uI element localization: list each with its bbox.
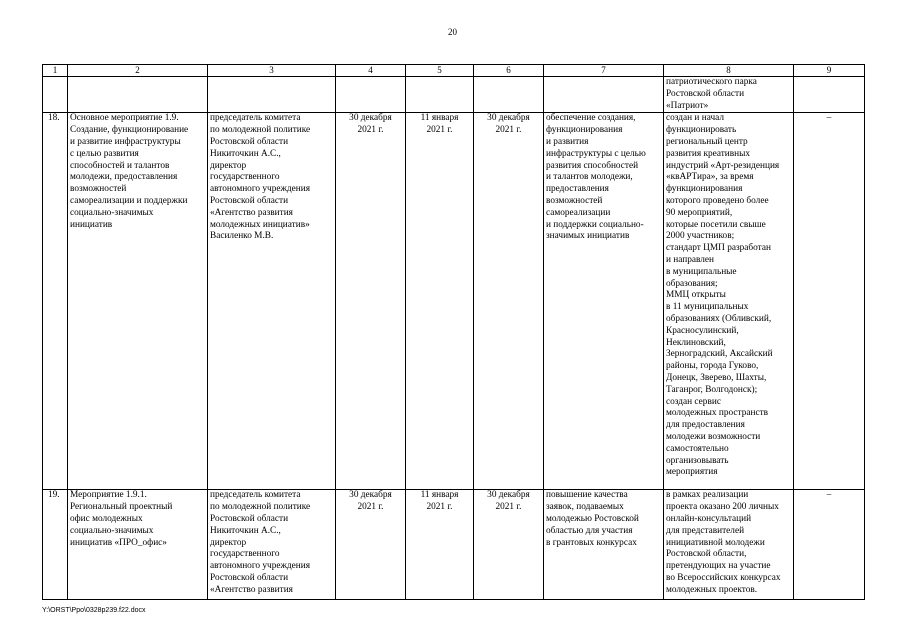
column-number: 4 xyxy=(336,65,406,77)
column-number: 9 xyxy=(794,65,865,77)
plan-end-date: 30 декабря 2021 г. xyxy=(336,113,406,490)
event-name: Основное мероприятие 1.9. Создание, функционирование и развитие инфраструктуры с целью развития способностей и талантов молодежи, предоставления возможностей самореализации и поддержки социально-значимых инициатив xyxy=(68,113,208,490)
fact-start-date: 11 января 2021 г. xyxy=(406,113,474,490)
continuation-row xyxy=(43,77,865,113)
column-number: 7 xyxy=(544,65,664,77)
planned-result: повышение качества заявок, подаваемых молодежью Ростовской областью для участия в грантовых конкурсах xyxy=(544,490,664,600)
responsible-person: председатель комитета по молодежной политике Ростовской области Никиточкин А.С., директор государственного автономного учреждения Ростовской области «Агентство развития молодежных инициатив» Василенко М.В. xyxy=(208,113,336,490)
row-number: 19. xyxy=(43,490,68,600)
fact-end-date: 30 декабря 2021 г. xyxy=(474,113,544,490)
event-name: Мероприятие 1.9.1. Региональный проектный офис молодежных социально-значимых инициатив «ПРО_офис» xyxy=(68,490,208,600)
report-table xyxy=(42,64,865,600)
plan-end-date: 30 декабря 2021 г. xyxy=(336,490,406,600)
fact-start-date: 11 января 2021 г. xyxy=(406,490,474,600)
table-row xyxy=(43,113,865,490)
file-path-footer: Y:\ORST\Ppo\0328p239.f22.docx xyxy=(42,607,146,614)
column-number: 6 xyxy=(474,65,544,77)
column-number: 5 xyxy=(406,65,474,77)
column-number: 3 xyxy=(208,65,336,77)
column-number: 8 xyxy=(664,65,794,77)
continuation-actual-result: патриотического парка Ростовской области «Патриот» xyxy=(664,77,794,113)
row-number: 18. xyxy=(43,113,68,490)
column-number-row xyxy=(43,65,865,77)
column-number: 2 xyxy=(68,65,208,77)
responsible-person: председатель комитета по молодежной политике Ростовской области Никиточкин А.С., директор государственного автономного учреждения Ростовской области «Агентство развития xyxy=(208,490,336,600)
reason-cell: – xyxy=(794,113,865,490)
actual-result: создан и начал функционировать региональный центр развития креативных индустрий «Арт-резиденция «квАРТира», за время функционирования которого проведено более 90 мероприятий, которые посетили свыше 2000 участников; стандарт ЦМП разработан и направлен в муниципальные образования; ММЦ открыты в 11 муниципальных образованиях (Обливский, Красносулинский, Неклиновский, Зерноградский, Аксайский районы, города Гуково, Донецк, Зверево, Шахты, Таганрог, Волгодонск); создан сервис молодежных пространств для предоставления молодежи возможности самостоятельно организовывать мероприятия xyxy=(664,113,794,490)
fact-end-date: 30 декабря 2021 г. xyxy=(474,490,544,600)
actual-result: в рамках реализации проекта оказано 200 личных онлайн-консультаций для представителей инициативной молодежи Ростовской области, претендующих на участие во Всероссийских конкурсах молодежных проектов. xyxy=(664,490,794,600)
column-number: 1 xyxy=(43,65,68,77)
planned-result: обеспечение создания, функционирования и развития инфраструктуры с целью развития способностей и талантов молодежи, предоставления возможностей самореализации и поддержки социально- значимых инициатив xyxy=(544,113,664,490)
reason-cell: – xyxy=(794,490,865,600)
page-number: 20 xyxy=(448,27,457,37)
table-row xyxy=(43,490,865,600)
